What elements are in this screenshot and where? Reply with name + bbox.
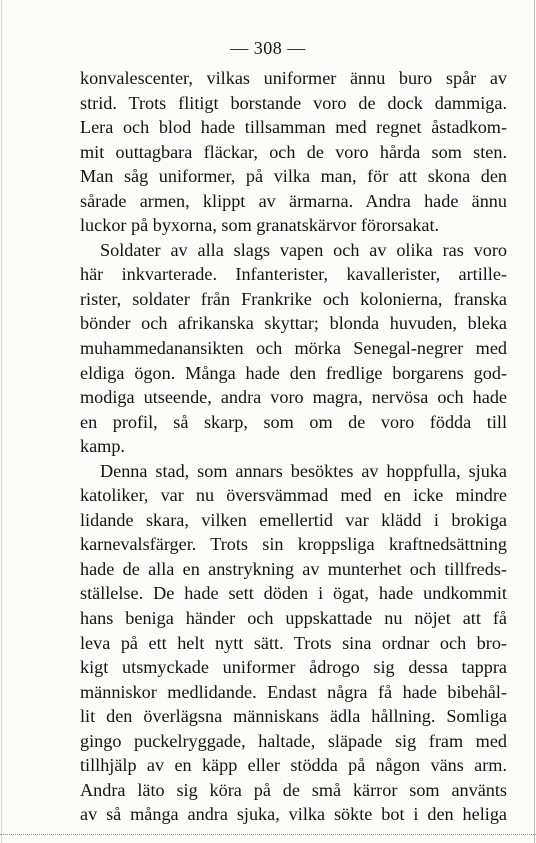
scan-edge-bottom bbox=[0, 834, 536, 835]
body-text bbox=[80, 66, 507, 827]
text-line: strid. Trots flitigt borstande voro de dock dammiga. bbox=[80, 92, 507, 113]
text-line: kamp. bbox=[80, 436, 125, 457]
text-line: här inkvarterade. Infanterister, kavallerister, artille- bbox=[80, 264, 507, 285]
text-line: kigt utsmyckade uniformer ådrogo sig dessa tappra bbox=[80, 657, 507, 678]
text-line: ställelse. De hade sett döden i ögat, hade undkommit bbox=[80, 583, 507, 604]
paragraph-first-line: Denna stad, som annars besöktes av hoppfulla, sjuka bbox=[100, 460, 507, 481]
text-line: bönder och afrikanska skyttar; blonda huvuden, bleka bbox=[80, 313, 507, 334]
text-line: av så många andra sjuka, vilka sökte bot i den heliga bbox=[80, 804, 507, 825]
text-line: lidande skara, vilken emellertid var klädd i brokiga bbox=[80, 509, 507, 530]
text-line: leva på ett helt nytt sätt. Trots sina ordnar och bro- bbox=[80, 632, 507, 653]
text-line: hans beniga händer och uppskattade nu nöjet att få bbox=[80, 608, 507, 629]
text-line: eldiga ögon. Många hade den fredlige borgarens god- bbox=[80, 362, 507, 383]
text-line: modiga utseende, andra voro magra, nervösa och hade bbox=[80, 387, 507, 408]
text-line: konvalescenter, vilkas uniformer ännu buro spår av bbox=[80, 68, 507, 88]
text-line: Andra läto sig köra på de små kärror som använts bbox=[80, 779, 507, 800]
text-line: Lera och blod hade tillsamman med regnet åstadkom- bbox=[80, 117, 507, 138]
text-line: mit outtagbara fläckar, och de voro hårda som sten. bbox=[80, 141, 507, 162]
page-edge-left bbox=[1, 0, 2, 843]
text-line: gingo puckelryggade, haltade, släpade sig fram med bbox=[80, 730, 507, 751]
text-line: tillhjälp av en käpp eller stödda på någon väns arm. bbox=[80, 755, 507, 776]
page-number: — 308 — bbox=[230, 38, 306, 58]
text-line: lit den överlägsna människans ädla hållning. Somliga bbox=[80, 706, 507, 727]
text-line: rister, soldater från Frankrike och kolonierna, franska bbox=[80, 288, 507, 309]
text-line: karnevalsfärger. Trots sin kroppsliga kraftnedsättning bbox=[80, 534, 507, 555]
text-line: muhammedanansikten och mörka Senegal-negrer med bbox=[80, 338, 507, 359]
text-line: en profil, så skarp, som om de voro födda till bbox=[80, 411, 507, 432]
text-line: Man såg uniformer, på vilka man, för att skona den bbox=[80, 166, 507, 187]
text-line: katoliker, var nu översvämmad med en icke mindre bbox=[80, 485, 507, 506]
text-line: luckor på byxorna, som granatskärvor förorsakat. bbox=[80, 215, 440, 236]
text-line: människor medlidande. Endast några få hade bibehål- bbox=[80, 681, 507, 702]
text-line: sårade armen, klippt av ärmarna. Andra hade ännu bbox=[80, 190, 507, 211]
page-edge-right bbox=[534, 0, 535, 843]
paragraph-first-line: Soldater av alla slags vapen och av olika ras voro bbox=[100, 239, 507, 260]
text-line: hade de alla en anstrykning av munterhet och tillfreds- bbox=[80, 558, 507, 579]
